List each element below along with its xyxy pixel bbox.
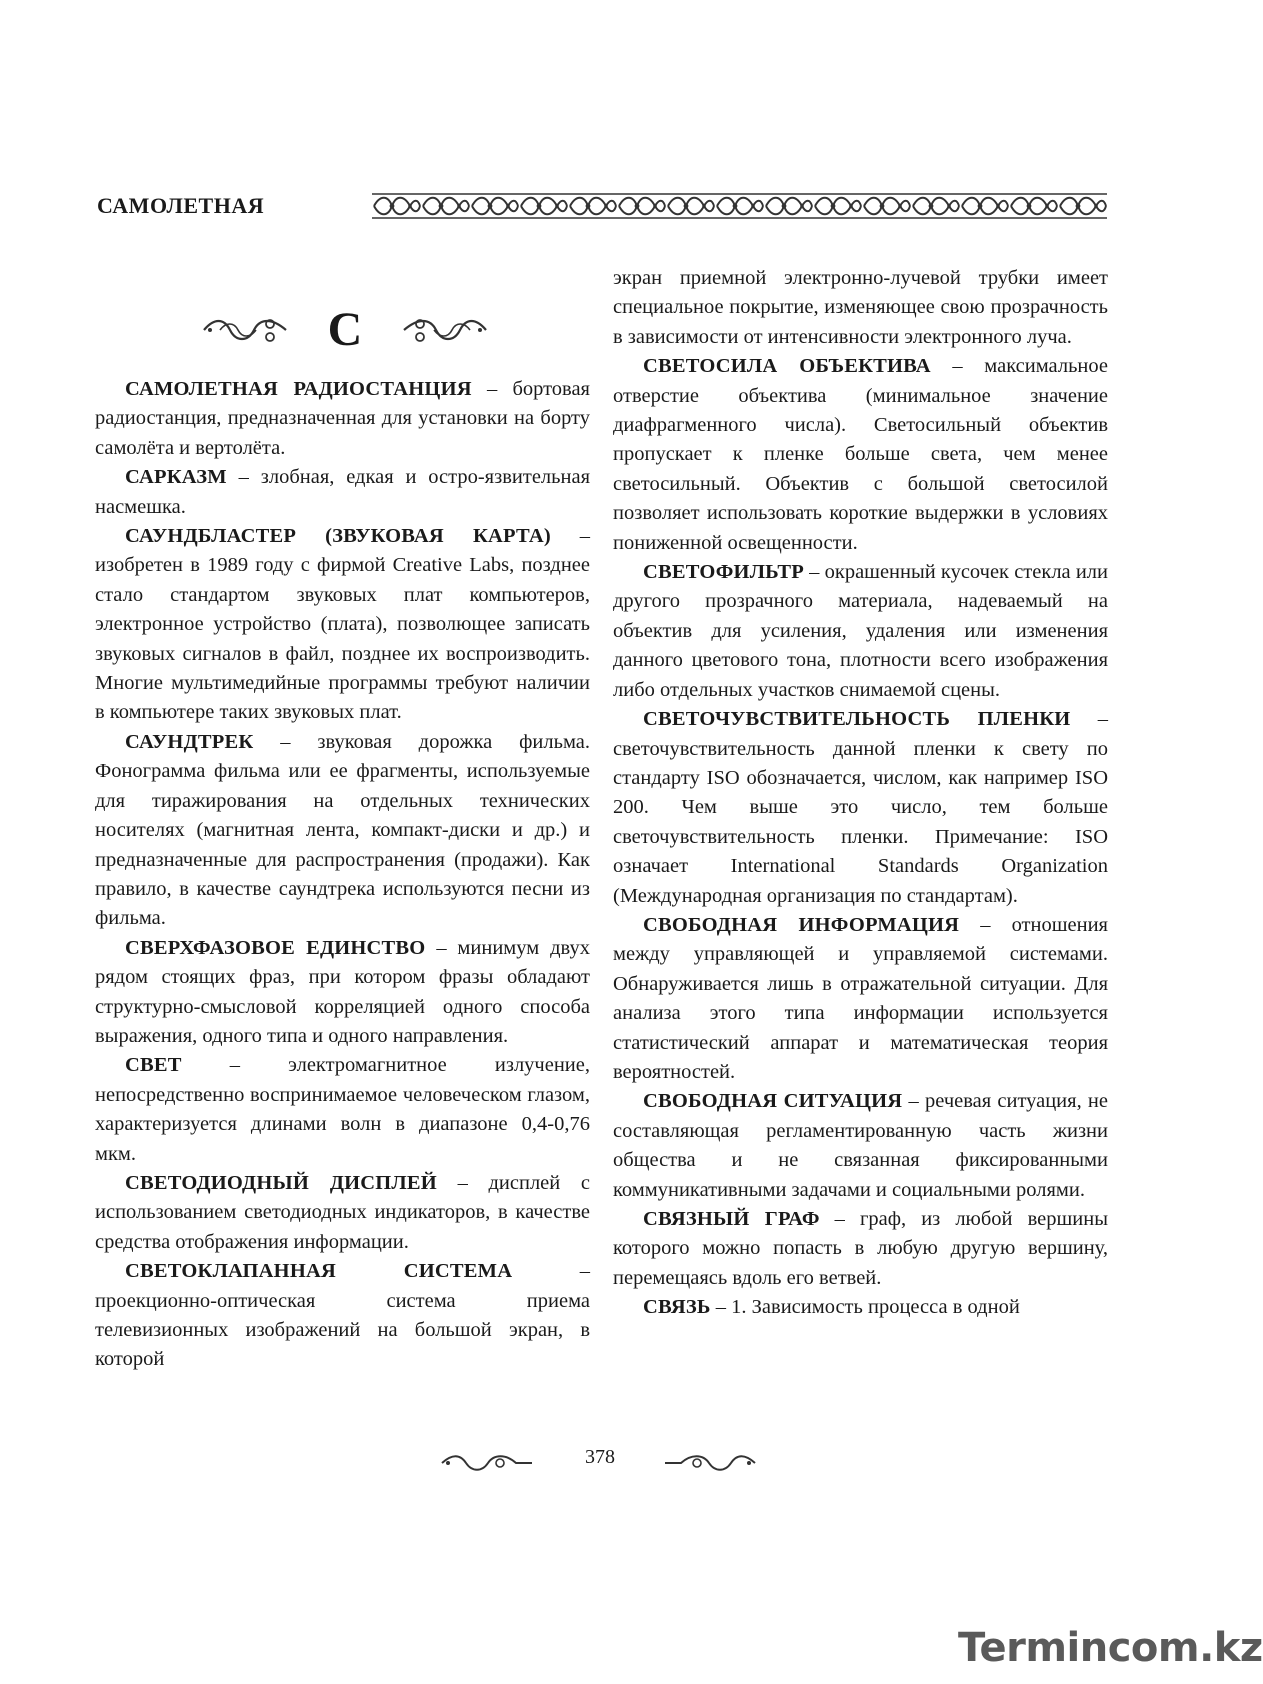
entry-definition: – окрашенный кусочек стекла или другого прозрачного материала, надеваемый на объектив для усиления, удаления или изменения данного цветового тона, плотности всего изображения либо отдельных участков снимаемой сцены. [613, 561, 1108, 701]
entry-definition: – дисплей с использованием светодиодных индикаторов, в качестве средства отображения информации. [95, 1171, 590, 1253]
right-ornament-icon [400, 312, 490, 348]
entry-definition: – минимум двух рядом стоящих фраз, при котором фразы обладают структурно-смысловой корреляцией одного способа выражения, одного типа и одного направления. [95, 936, 590, 1047]
entry-term: СВЯЗЬ [643, 1296, 711, 1319]
entry-term: САУНДБЛАСТЕР (ЗВУКОВАЯ КАРТА) [125, 525, 551, 548]
entry-term: СВЕТ [125, 1054, 182, 1077]
entry-term: СВЯЗНЫЙ ГРАФ [643, 1208, 820, 1230]
dictionary-entry [95, 375, 590, 463]
entry-definition: – речевая ситуация, не составляющая регламентированную часть жизни общества и не связанная фиксированными коммуникативными задачами и социальными ролями. [613, 1090, 1108, 1201]
dictionary-entry [95, 463, 590, 522]
entry-definition: – светочувствительность данной пленки к свету по стандарту ISO обозначается, числом, как например ISO 200. Чем выше это число, тем больше светочувствительность пленки. Примечание: ISO означает International Standards Organization (Международная организация по стандартам). [613, 708, 1108, 907]
entry-term: САУНДТРЕК [125, 730, 254, 753]
running-head: САМОЛЕТНАЯ [97, 193, 265, 218]
entry-definition: – проекционно-оптическая система приема телевизионных изображений на большой экран, в которой [95, 1260, 591, 1371]
dictionary-entry [95, 1051, 590, 1169]
left-column [95, 375, 590, 1375]
dictionary-entry [613, 352, 1108, 558]
section-letter: С [327, 303, 363, 356]
dictionary-entry [613, 558, 1108, 705]
entry-definition: – электромагнитное излучение, непосредственно воспринимаемое человеческом глазом, характеризуется длинами волн в диапазоне 0,4-0,76 мкм. [95, 1054, 590, 1165]
ornament-band-icon [372, 193, 1107, 219]
entry-term: СВЕРХФАЗОВОЕ ЕДИНСТВО [125, 936, 426, 959]
dictionary-entry [613, 705, 1108, 911]
dictionary-entry [95, 728, 590, 934]
entry-definition: – максимальное отверстие объектива (минимальное значение диафрагменного числа). Светосильный объектив пропускает к пленке больше света, чем менее светосильный. Объектив с большой светосилой позволяет использовать короткие выдержки в условиях пониженной освещенности. [613, 355, 1108, 554]
footer-right-ornament-icon [662, 1450, 757, 1476]
dictionary-entry [95, 1169, 590, 1257]
entry-term: САМОЛЕТНАЯ РАДИОСТАНЦИЯ [125, 378, 472, 400]
entry-definition: – злобная, едкая и остро-язвительная насмешка. [95, 466, 590, 518]
entry-term: СВЕТОДИОДНЫЙ ДИСПЛЕЙ [125, 1171, 437, 1194]
right-column [613, 264, 1108, 1323]
entry-definition: – звуковая дорожка фильма. Фонограмма фильма или ее фрагменты, используемые для тиражирования на отдельных технических носителях (магнитная лента, компакт-диски и др.) и предназначенные для распространения (продажи). Как правило, в качестве саундтрека используются песни из фильма. [95, 730, 590, 930]
entry-term: СВЕТОСИЛА ОБЪЕКТИВА [643, 355, 931, 378]
dictionary-entry [613, 1087, 1108, 1205]
entry-continuation: экран приемной электронно-лучевой трубки имеет специальное покрытие, изменяющее свою прозрачность в зависимости от интенсивности электронного луча. [613, 267, 1108, 348]
page-number: 378 [585, 1446, 615, 1468]
dictionary-entry [95, 1257, 590, 1375]
dictionary-entry [95, 934, 590, 1052]
entry-term: СВЕТОКЛАПАННАЯ СИСТЕМА [125, 1260, 513, 1283]
entry-definition: – отношения между управляющей и управляемой системами. Обнаруживается лишь в отражательной ситуации. Для анализа этого типа информации используется статистический аппарат и математическая теория вероятностей. [613, 913, 1108, 1083]
entry-term: СВЕТОФИЛЬТР [643, 561, 804, 584]
entry-definition: – 1. Зависимость процесса в одной [710, 1296, 1020, 1319]
dictionary-entry [613, 1293, 1108, 1322]
entry-term: СВЕТОЧУВСТВИТЕЛЬНОСТЬ ПЛЕНКИ [643, 708, 1071, 731]
dictionary-entry [613, 1205, 1108, 1293]
dictionary-entry [95, 522, 590, 728]
entry-term: САРКАЗМ [125, 466, 227, 489]
entry-definition: – граф, из любой вершины которого можно попасть в любую другую вершину, перемещаясь вдоль его ветвей. [613, 1208, 1108, 1289]
left-ornament-icon [200, 312, 290, 348]
dictionary-entry [613, 911, 1108, 1087]
entry-term: СВОБОДНАЯ ИНФОРМАЦИЯ [643, 913, 960, 936]
entry-definition: – изобретен в 1989 году с фирмой Creative Labs, позднее стало стандартом звуковых плат компьютеров, электронное устройство (плата), позволющее записать звуковых сигналов в файл, позднее их воспроизводить. Многие мультимедийные программы требуют наличии в компьютере таких звуковых плат. [95, 525, 590, 724]
footer-left-ornament-icon [440, 1450, 535, 1476]
site-watermark: Termincom.kz [958, 1625, 1263, 1671]
page-footer [440, 1442, 760, 1482]
entry-term: СВОБОДНАЯ СИТУАЦИЯ [643, 1090, 903, 1113]
section-letter-header [190, 300, 500, 360]
entry-definition: – бортовая радиостанция, предназначенная для установки на борту самолёта и вертолёта. [95, 378, 590, 459]
